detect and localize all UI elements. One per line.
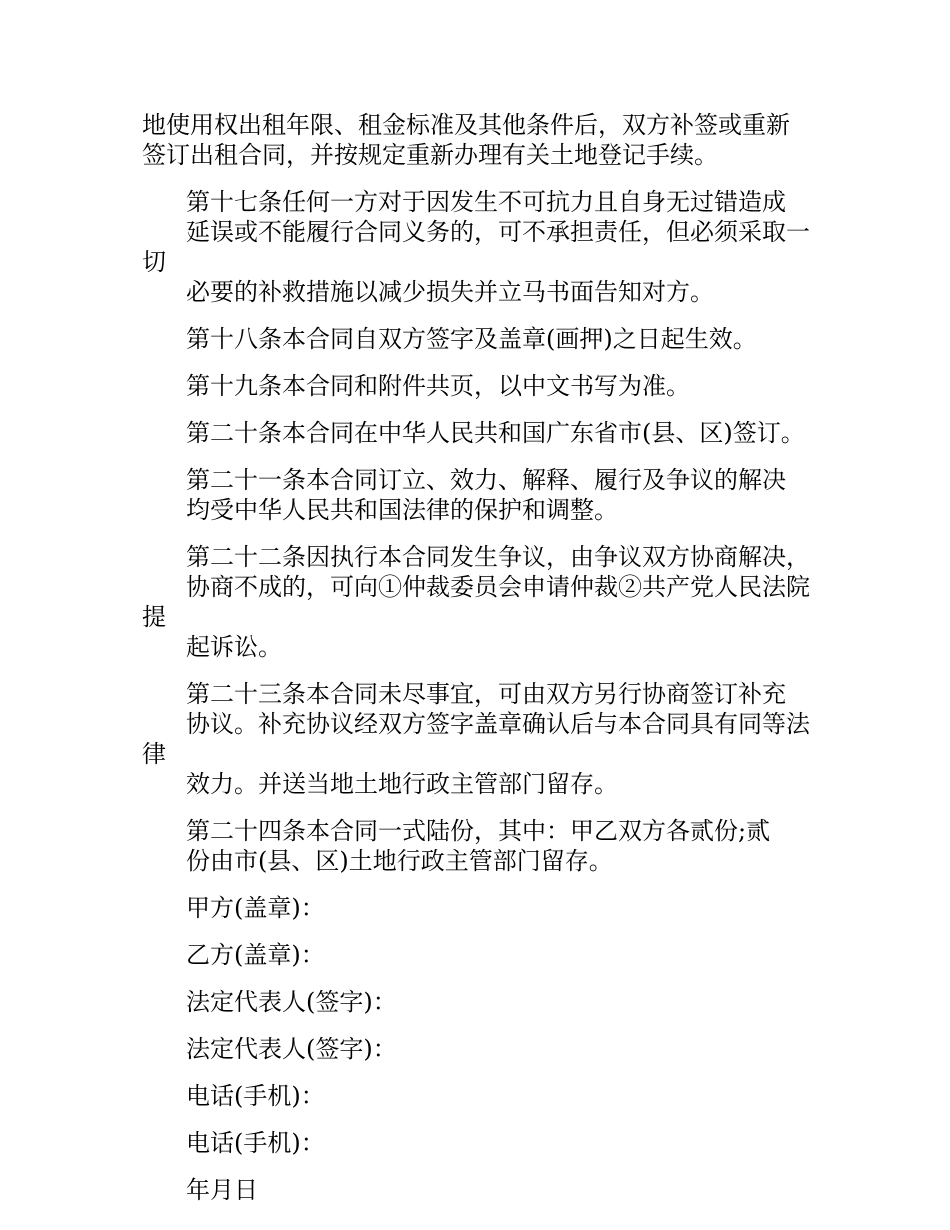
paragraph-line: 第十七条任何一方对于因发生不可抗力且自身无过错造成 xyxy=(186,188,786,216)
paragraph-line: 均受中华人民共和国法律的保护和调整。 xyxy=(186,496,618,524)
paragraph-line: 电话(手机)： xyxy=(186,1082,325,1110)
paragraph-line: 年月日 xyxy=(186,1176,258,1204)
paragraph-line: 第二十一条本合同订立、效力、解释、履行及争议的解决 xyxy=(186,466,786,494)
paragraph-line: 乙方(盖章)： xyxy=(186,941,325,969)
paragraph-line: 法定代表人(签字)： xyxy=(186,988,397,1016)
paragraph xyxy=(142,418,822,448)
paragraph-line: 必要的补救措施以减少损失并立马书面告知对方。 xyxy=(186,278,714,306)
paragraph xyxy=(142,940,822,970)
paragraph-line: 协议。补充协议经双方签字盖章确认后与本合同具有同等法律 xyxy=(142,710,810,768)
paragraph-line: 第二十四条本合同一式陆份，其中：甲乙双方各贰份;贰 xyxy=(186,817,771,845)
paragraph-line: 第二十条本合同在中华人民共和国广东省市(县、区)签订。 xyxy=(186,419,805,447)
paragraph xyxy=(142,542,822,662)
paragraph-line: 第二十二条因执行本合同发生争议，由争议双方协商解决， xyxy=(186,543,810,571)
paragraph-line: 协商不成的，可向①仲裁委员会申请仲裁②共产党人民法院提 xyxy=(142,573,810,631)
paragraph xyxy=(142,465,822,525)
paragraph xyxy=(142,816,822,876)
paragraph xyxy=(142,893,822,923)
paragraph-line: 效力。并送当地土地行政主管部门留存。 xyxy=(186,770,618,798)
paragraph xyxy=(142,1175,822,1205)
paragraph-line: 法定代表人(签字)： xyxy=(186,1035,397,1063)
paragraph-line: 签订出租合同，并按规定重新办理有关土地登记手续。 xyxy=(142,141,718,169)
paragraph xyxy=(142,187,822,307)
paragraph xyxy=(142,1128,822,1158)
paragraph-line: 第十八条本合同自双方签字及盖章(画押)之日起生效。 xyxy=(186,325,757,353)
paragraph xyxy=(142,324,822,354)
paragraph-line: 地使用权出租年限、租金标准及其他条件后，双方补签或重新 xyxy=(142,111,790,139)
paragraph-line: 第二十三条本合同未尽事宜，可由双方另行协商签订补充 xyxy=(186,680,786,708)
paragraph-line: 延误或不能履行合同义务的，可不承担责任，但必须采取一切 xyxy=(142,218,810,276)
paragraph-line: 第十九条本合同和附件共页，以中文书写为准。 xyxy=(186,372,690,400)
paragraph-line: 起诉讼。 xyxy=(186,633,282,661)
paragraph xyxy=(142,679,822,799)
paragraph xyxy=(142,1081,822,1111)
paragraph xyxy=(142,371,822,401)
paragraph-line: 份由市(县、区)土地行政主管部门留存。 xyxy=(186,847,613,875)
paragraph xyxy=(142,987,822,1017)
paragraph xyxy=(142,110,822,170)
paragraph-line: 甲方(盖章)： xyxy=(186,894,325,922)
paragraph xyxy=(142,1034,822,1064)
document-page xyxy=(142,110,822,1222)
paragraph-line: 电话(手机)： xyxy=(186,1129,325,1157)
